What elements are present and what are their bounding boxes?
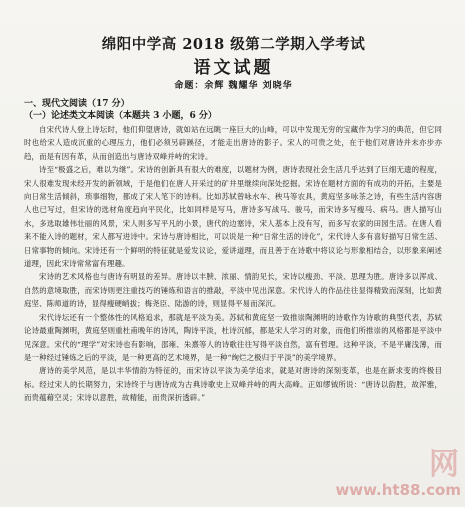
paragraph: 唐诗的美学风范，是以丰华情韵为特征的，而宋诗以平淡为美学追求，就是对唐诗的深刻变革，也是在新求变的终极目标。经过宋人的长期努力，宋诗终于与唐诗成为古典诗歌史上双峰并峙的两大高峰。正如缪钺所说：“唐诗以韵胜，故浑雅，而贵蕴藉空灵；宋诗以意胜，故精能，而贵深折透辟。”: [24, 366, 442, 403]
watermark-url: www.ht88.com: [335, 481, 461, 499]
paragraph: 自宋代诗人登上诗坛时，他们仰望唐诗，就如站在远眺一座巨大的山峰，可以中发现无穷的宝藏作为学习的典范，但它同时也给宋人造成沉重的心理压力，他们必须另辟蹊径，才能走出唐诗的影子。宋人的可贵之处，在于他们对唐诗并未亦步亦趋，而是有因有革，从而创造出与唐诗双峰并峙的宋诗。: [24, 125, 442, 161]
paragraph: 诗至“极盛之后，难以为继”。宋诗的创新具有很大的难度，以题材为例，唐诗表现社会生活几乎达到了巨细无遗的程度，宋人很难发现未经开发的新领域，于是他们在唐人开采过的矿井里继续向深处挖掘。宋诗在题材方面的有成功的开拓，主要是向日常生活倾斜，琐事细物，都成了宋人笔下的诗料。比如苏轼曾咏水车、秧马等农具，黄庭坚多咏茶之诗，有些生活内容唐人也已写过，但宋诗的选材角度趋向平民化，比如同样是写马，唐诗多写战马、骏马，而宋诗多写瘦马、病马。唐人描写山水，多选取雄伟壮丽的风景，宋人则多写平凡的小景，唐代的边塞诗，宋人基本上没有写，而多写农家的田园生活。在唐人看来不能入诗的题材，宋人都写进诗中。宋诗与唐诗相比，可以说是一种“日常生活的诗化”，宋代诗人多有喜好描写日常生活、日常事物的倾向。宋诗还有一个鲜明的特征就是爱发议论，爱讲道理，而且善于在诗歌中将议论与形象相结合，以形象来阐述道理，因此宋诗常常富有理趣。: [24, 165, 442, 269]
subject-title: 语文试题: [193, 58, 274, 78]
paragraph: 宋代诗坛还有一个整体性的风格追求，那就是平淡为美。苏轼和黄庭坚一致推崇陶渊明的诗歌作为诗歌的典型代表，苏轼论诗最重陶渊明，黄庭坚则重杜甫晚年的诗风，陶诗平淡，杜诗沉郁，都是宋人学习的对象，而他们所推崇的风格都是平淡中见深意。宋代的“理学”对宋诗也有影响，邵雍、朱熹等人的诗歌往往写得平淡自然，富有哲理。这种平淡，不是平庸浅薄，而是一种经过锤炼之后的平淡，是一种更高的艺术境界，是一种“绚烂之极归于平淡”的美学境界。: [24, 312, 442, 362]
watermark: [335, 449, 461, 499]
authors-line: 命题：余辉 魏耀华 刘晓华: [174, 81, 293, 91]
paragraph: 宋诗的艺术风格也与唐诗有明显的差异。唐诗以丰腴、浓丽、情韵见长，宋诗以瘦劲、平淡、思理为胜。唐诗多以浑成、自然的意境取胜，而宋诗则更注重技巧的锤炼和语言的推敲，平淡中见出深意。宋代诗人的作品往往显得精致而深刻，比如黄庭坚、陈师道的诗，显得瘦硬峭拔；梅尧臣、陆游的诗，则显得平易而深沉。: [24, 272, 442, 309]
section-heading: 一、现代文阅读（17 分）: [24, 99, 130, 109]
reading-section: [24, 98, 442, 405]
exam-title: 绵阳中学高 2018 级第二学期入学考试: [101, 36, 366, 53]
subsection-heading: （一）论述类文本阅读（本题共 3 小题，6 分）: [24, 111, 217, 121]
watermark-text: 网: [429, 447, 461, 482]
